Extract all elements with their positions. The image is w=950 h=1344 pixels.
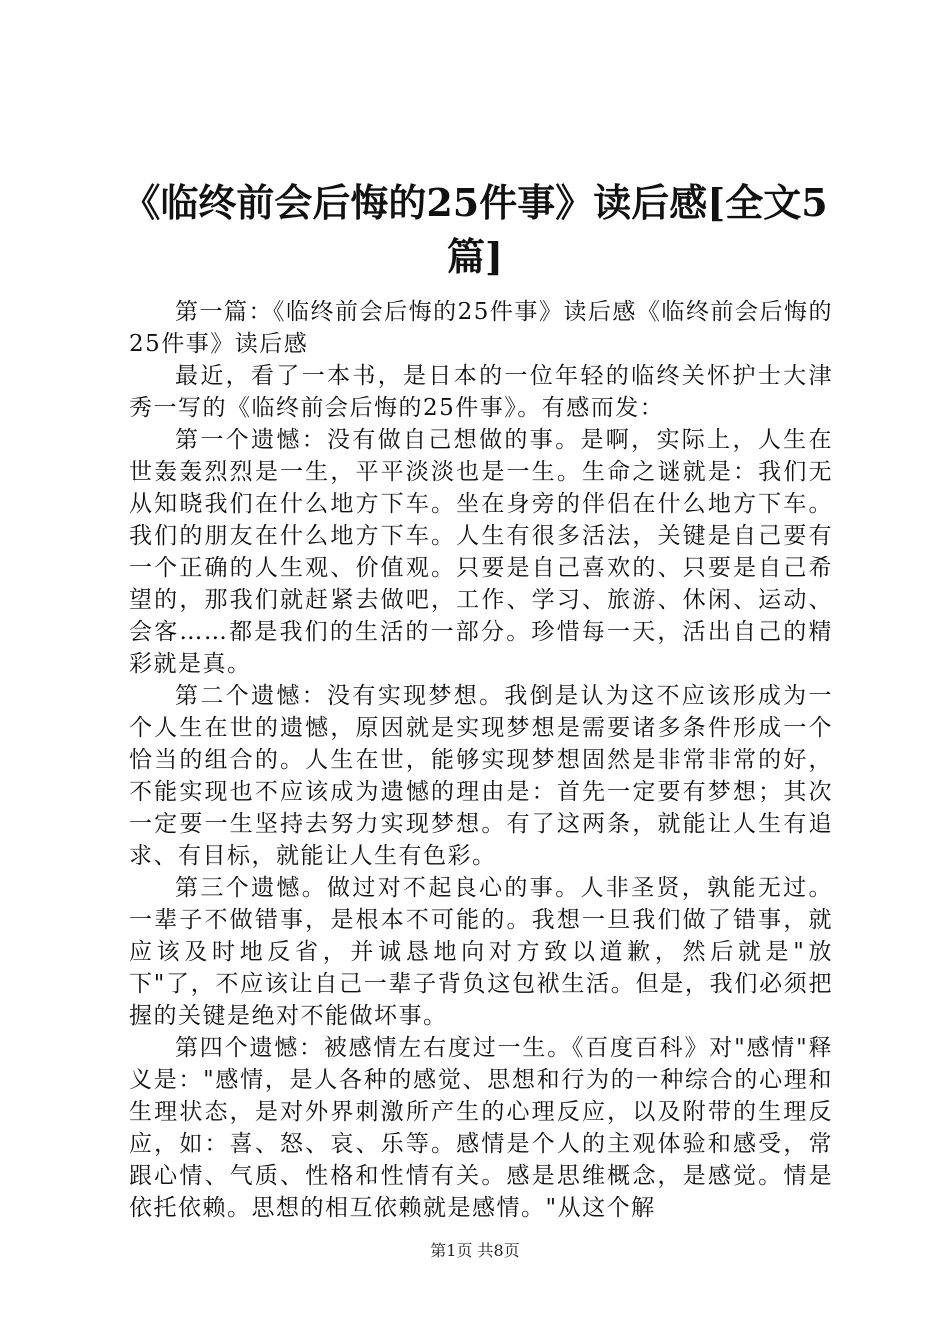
page-footer: 第1页 共8页 (430, 1241, 520, 1260)
paragraph-4: 第二个遗憾：没有实现梦想。我倒是认为这不应该形成为一个人生在世的遗憾，原因就是实现梦想是需要诸多条件形成一个恰当的组合的。人生在世，能够实现梦想固然是非常非常的好，不能实现也不应该成为遗憾的理由是：首先一定要有梦想；其次一定要一生坚持去努力实现梦想。有了这两条，就能让人生有追求、有目标，就能让人生有色彩。 (129, 683, 833, 869)
paragraph-6: 第四个遗憾：被感情左右度过一生。《百度百科》对"感情"释义是："感情，是人各种的感觉、思想和行为的一种综合的心理和生理状态，是对外界刺激所产生的心理反应，以及附带的生理反应，如：喜、怒、哀、乐等。感情是个人的主观体验和感受，常跟心情、气质、性格和性情有关。感是思维概念，是感觉。情是依托依赖。思想的相互依赖就是感情。"从这个解 (129, 1035, 833, 1221)
paragraph-5: 第三个遗憾。做过对不起良心的事。人非圣贤，孰能无过。一辈子不做错事，是根本不可能的。我想一旦我们做了错事，就应该及时地反省，并诚恳地向对方致以道歉，然后就是"放下"了，不应该让自己一辈子背负这包袱生活。但是，我们必须把握的关键是绝对不能做坏事。 (129, 875, 833, 1029)
document-title: 《临终前会后悔的25件事》读后感[全文5篇] (122, 180, 828, 279)
paragraph-1: 第一篇：《临终前会后悔的25件事》读后感《临终前会后悔的25件事》读后感 (129, 299, 833, 357)
paragraph-2: 最近，看了一本书，是日本的一位年轻的临终关怀护士大津秀一写的《临终前会后悔的25件事》。有感而发： (129, 363, 833, 421)
document-body (129, 296, 833, 1224)
paragraph-3: 第一个遗憾：没有做自己想做的事。是啊，实际上，人生在世轰轰烈烈是一生，平平淡淡也是一生。生命之谜就是：我们无从知晓我们在什么地方下车。坐在身旁的伴侣在什么地方下车。我们的朋友在什么地方下车。人生有很多活法，关键是自己要有一个正确的人生观、价值观。只要是自己喜欢的、只要是自己希望的，那我们就赶紧去做吧，工作、学习、旅游、休闲、运动、会客……都是我们的生活的一部分。珍惜每一天，活出自己的精彩就是真。 (129, 427, 833, 677)
